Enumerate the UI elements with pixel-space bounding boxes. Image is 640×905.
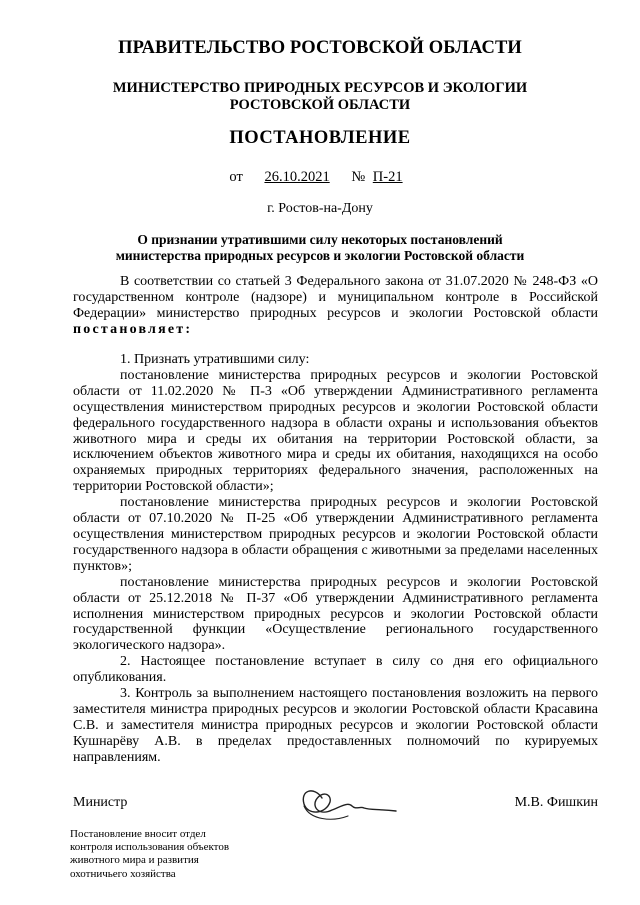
document-number: П-21	[372, 169, 403, 185]
item-1-decree-c: постановление министерства природных ресурсов и экологии Ростовской области от 25.12.2018 № П-37 «Об утверждении Административного регламента исполнения министерством природных ресурсов и экологии Ростовской области государственной функции «Осуществление регионального государственного экологического надзора».	[73, 574, 598, 654]
preamble-text: В соответствии со статьей 3 Федерального закона от 31.07.2020 № 248-ФЗ «О государственном контроле (надзоре) и муниципальном контроле в Российской Федерации» министерство природных ресурсов и экологии Ростовской области	[73, 274, 598, 321]
ministry-title	[0, 80, 640, 114]
ministry-title-line2: РОСТОВСКОЙ ОБЛАСТИ	[229, 97, 411, 113]
item-1-decree-b: постановление министерства природных ресурсов и экологии Ростовской области от 07.10.2020 № П-25 «Об утверждении Административного регламента осуществления министерством природных ресурсов и экологии Ростовской области государственного надзора в области обращения с животными за пределами населенных пунктов»;	[73, 495, 598, 574]
signer-title: Министр	[73, 795, 128, 810]
signer-name: М.В. Фишкин	[514, 795, 598, 810]
item-2: 2. Настоящее постановление вступает в силу со дня его официального опубликования.	[73, 654, 598, 686]
item-1-decree-a: постановление министерства природных ресурсов и экологии Ростовской области от 11.02.2020 № П-3 «Об утверждении Административного регламента осуществления министерством природных ресурсов и экологии Ростовской области федерального государственного надзора в области охраны и использования объектов животного мира и среды их обитания на территории Ростовской области, за исключением объектов животного мира и среды их обитания, находящихся на особо охраняемых природных территориях федерального значения, расположенных на территории Ростовской области»;	[73, 367, 598, 495]
note-line2: контроля использования объектов	[70, 841, 230, 854]
subject-line2: министерства природных ресурсов и экологии Ростовской области	[115, 248, 525, 263]
date-prefix: от	[229, 169, 243, 185]
item-1-title: 1. Признать утратившими силу:	[120, 352, 310, 367]
note-line3: животного мира и развития	[70, 854, 199, 867]
note-line1: Постановление вносит отдел	[70, 828, 206, 840]
city: г. Ростов-на-Дону	[267, 201, 373, 216]
resolves-word: постановляет:	[73, 321, 193, 337]
preamble	[73, 274, 598, 338]
document-date: 26.10.2021	[264, 169, 330, 185]
ministry-title-line1: МИНИСТЕРСТВО ПРИРОДНЫХ РЕСУРСОВ И ЭКОЛОГИИ	[112, 80, 528, 96]
note-line4: охотничьего хозяйства	[70, 867, 176, 880]
resolution-items	[73, 352, 598, 766]
handwritten-signature	[292, 776, 402, 832]
number-prefix: №	[351, 169, 366, 185]
government-title: ПРАВИТЕЛЬСТВО РОСТОВСКОЙ ОБЛАСТИ	[118, 38, 522, 58]
subject-line1: О признании утратившими силу некоторых постановлений	[137, 232, 503, 247]
date-number-line	[0, 169, 640, 186]
document-type: ПОСТАНОВЛЕНИЕ	[229, 128, 411, 148]
document-subject	[70, 232, 570, 264]
item-3: 3. Контроль за выполнением настоящего постановления возложить на первого заместителя министра природных ресурсов и экологии Ростовской области Красавина С.В. и заместителя министра природных ресурсов и экологии Ростовской области Кушнарёву А.В. в пределах предоставленных полномочий по курируемых направлениям.	[73, 686, 598, 765]
submitting-department-note	[70, 828, 280, 881]
